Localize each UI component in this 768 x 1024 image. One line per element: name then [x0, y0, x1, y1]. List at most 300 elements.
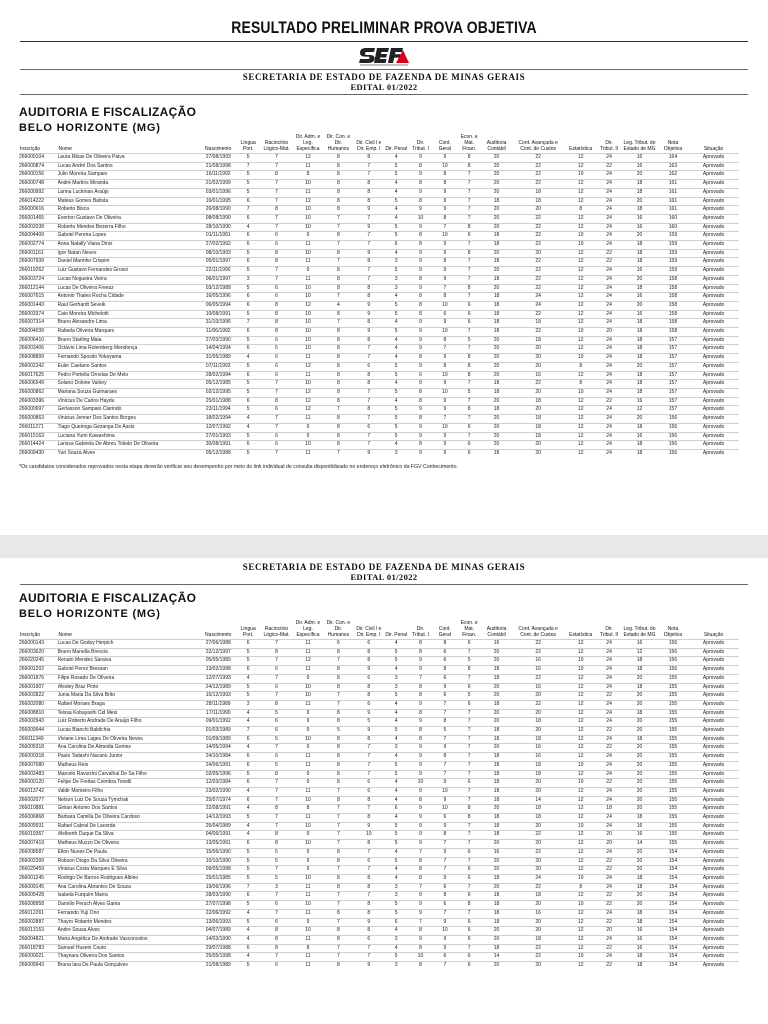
table-cell: 18: [481, 909, 511, 918]
table-cell: 24: [597, 648, 621, 657]
table-cell: 156: [658, 657, 688, 666]
table-cell: 25/05/1998: [201, 953, 236, 962]
table-cell: 266011271: [19, 423, 58, 432]
table-cell: 22: [597, 857, 621, 866]
table-cell: 5: [384, 432, 408, 441]
table-cell: 8: [433, 171, 457, 180]
table-cell: Nelson Luiz De Souza Tymchak: [58, 796, 201, 805]
table-cell: 11: [293, 354, 323, 363]
table-cell: 20: [512, 249, 565, 258]
table-cell: 12: [564, 301, 596, 310]
table-cell: 24: [597, 214, 621, 223]
table-cell: 8: [433, 214, 457, 223]
table-cell: 9: [408, 753, 432, 762]
table-cell: Andre Sousa Alves: [58, 927, 201, 936]
table-cell: 16: [621, 397, 658, 406]
table-cell: 18: [621, 814, 658, 823]
table-cell: 10: [408, 953, 432, 962]
table-cell: 20: [512, 901, 565, 910]
table-cell: 9: [354, 727, 384, 736]
table-cell: 155: [658, 700, 688, 709]
table-cell: Luiz Roberto Andrade De Araújo Filho: [58, 718, 201, 727]
table-cell: 6: [236, 232, 260, 241]
table-row: [19, 901, 739, 910]
table-cell: Laura Ribas De Oliveira Paiva: [58, 154, 201, 163]
table-cell: 8: [323, 188, 353, 197]
table-cell: 16/11/1992: [201, 171, 236, 180]
table-cell: 09/05/1998: [201, 866, 236, 875]
table-cell: André Martins Miranda: [58, 180, 201, 189]
table-row: [19, 397, 739, 406]
table-cell: 9: [433, 319, 457, 328]
table-cell: 5: [236, 814, 260, 823]
table-cell: 9: [433, 249, 457, 258]
table-cell: 11: [293, 787, 323, 796]
table-cell: 20: [481, 397, 511, 406]
table-cell: 13/05/1991: [201, 840, 236, 849]
table-cell: 266020459: [19, 866, 58, 875]
table-cell: 158: [658, 319, 688, 328]
table-cell: 12: [564, 787, 596, 796]
table-cell: 12: [564, 293, 596, 302]
table-cell: 7: [260, 423, 292, 432]
table-cell: 9: [433, 406, 457, 415]
table-cell: Aprovado: [688, 388, 739, 397]
table-cell: Raul Gerhardt Seveik: [58, 301, 201, 310]
table-cell: 6: [457, 441, 481, 450]
table-cell: Aprovado: [688, 154, 739, 163]
table-cell: Rafael Moraes Braga: [58, 700, 201, 709]
table-cell: Aprovado: [688, 258, 739, 267]
table-cell: 18: [481, 197, 511, 206]
table-cell: 8: [323, 371, 353, 380]
table-cell: Aprovado: [688, 406, 739, 415]
table-cell: 11: [293, 814, 323, 823]
table-cell: 7: [457, 831, 481, 840]
table-cell: 20: [621, 700, 658, 709]
table-cell: 266014222: [19, 197, 58, 206]
table-cell: 154: [658, 892, 688, 901]
table-cell: 7: [457, 241, 481, 250]
table-cell: 8: [408, 180, 432, 189]
table-cell: 24: [597, 197, 621, 206]
table-cell: 3: [384, 883, 408, 892]
table-cell: 7: [354, 397, 384, 406]
table-cell: 20: [621, 857, 658, 866]
table-cell: 160: [658, 214, 688, 223]
table-cell: 163: [658, 162, 688, 171]
table-cell: 20: [481, 223, 511, 232]
table-cell: Octávio Lima Rolemberg Mendonça: [58, 345, 201, 354]
table-cell: 3: [384, 284, 408, 293]
city-heading-2: BELO HORIZONTE (MG): [19, 608, 161, 620]
table-cell: 5: [236, 648, 260, 657]
footnote: *Os candidatos considerados reprovados nesta etapa deverão verificar seu desempenho por meio do link individual de consulta disponibilizado no endereço eletrônico da FGV Conhecimento.: [19, 463, 458, 470]
table-cell: Barbara Camilla De Oliveira Cardoso: [58, 814, 201, 823]
table-cell: 24: [597, 953, 621, 962]
table-cell: 5: [384, 857, 408, 866]
table-cell: 266007939: [19, 258, 58, 267]
table-cell: 03/12/1988: [201, 284, 236, 293]
table-cell: 7: [354, 162, 384, 171]
column-header: Língua Port.: [240, 626, 256, 638]
table-cell: 7: [323, 258, 353, 267]
table-cell: 266000318: [19, 753, 58, 762]
table-cell: 266013153: [19, 927, 58, 936]
table-cell: 12: [293, 362, 323, 371]
table-cell: 8: [564, 883, 596, 892]
table-cell: 18: [512, 761, 565, 770]
table-cell: 266004409: [19, 232, 58, 241]
table-cell: 12: [293, 197, 323, 206]
table-cell: Aprovado: [688, 223, 739, 232]
table-cell: 8: [408, 415, 432, 424]
table-cell: 18: [481, 301, 511, 310]
table-cell: 11: [293, 883, 323, 892]
table-cell: 12/03/1984: [201, 779, 236, 788]
table-cell: 20: [481, 284, 511, 293]
table-cell: 18: [621, 258, 658, 267]
table-cell: 6: [457, 874, 481, 883]
table-cell: Larissa Gabriela De Abreu Toledo De Oliveira: [58, 441, 201, 450]
table-row: [19, 814, 739, 823]
table-cell: 8: [408, 927, 432, 936]
table-cell: 20: [481, 683, 511, 692]
table-cell: 18: [621, 423, 658, 432]
table-row: [19, 441, 739, 450]
table-cell: 16: [512, 909, 565, 918]
table-cell: 5: [457, 336, 481, 345]
table-cell: Aprovado: [688, 953, 739, 962]
table-cell: 8: [323, 380, 353, 389]
table-cell: 6: [236, 840, 260, 849]
table-cell: 10: [293, 249, 323, 258]
table-cell: 5: [384, 223, 408, 232]
table-cell: 8: [323, 432, 353, 441]
table-cell: 6: [433, 310, 457, 319]
table-cell: 27/02/1992: [201, 241, 236, 250]
table-cell: 6: [236, 328, 260, 337]
table-cell: Aprovado: [688, 700, 739, 709]
table-cell: 161: [658, 206, 688, 215]
table-row: [19, 883, 739, 892]
table-cell: Roberto Bisca: [58, 206, 201, 215]
table-cell: 8: [354, 648, 384, 657]
table-cell: 6: [384, 805, 408, 814]
table-cell: 7: [457, 709, 481, 718]
table-cell: 266001465: [19, 214, 58, 223]
table-cell: Aprovado: [688, 892, 739, 901]
table-cell: 9: [293, 267, 323, 276]
table-cell: 154: [658, 962, 688, 970]
table-cell: 16: [481, 640, 511, 649]
table-cell: 155: [658, 761, 688, 770]
table-cell: 22: [597, 397, 621, 406]
table-cell: 8: [354, 683, 384, 692]
table-cell: 7: [323, 223, 353, 232]
table-cell: 03/01/1996: [201, 188, 236, 197]
table-cell: 7: [457, 744, 481, 753]
table-row: [19, 918, 739, 927]
table-cell: 5: [236, 692, 260, 701]
cargo-heading: AUDITORIA E FISCALIZAÇÃO: [19, 105, 197, 119]
table-cell: 7: [457, 188, 481, 197]
table-cell: 9: [408, 432, 432, 441]
table-cell: 10: [564, 657, 596, 666]
table-cell: 266006410: [19, 336, 58, 345]
table-cell: 18: [481, 892, 511, 901]
table-cell: Maria Angélica De Andrade Vasconcelos: [58, 935, 201, 944]
table-cell: 20: [621, 301, 658, 310]
table-cell: 4: [236, 223, 260, 232]
table-cell: Fernando Sposito Yokoyama: [58, 354, 201, 363]
table-cell: 8: [260, 648, 292, 657]
table-cell: 20: [481, 744, 511, 753]
table-cell: 12: [564, 258, 596, 267]
table-cell: 7: [354, 753, 384, 762]
table-cell: Aprovado: [688, 909, 739, 918]
table-cell: Euler Caetano Santos: [58, 362, 201, 371]
table-cell: 12: [564, 397, 596, 406]
table-cell: 4: [384, 753, 408, 762]
table-cell: 7: [260, 657, 292, 666]
table-row: [19, 423, 739, 432]
table-row: [19, 241, 739, 250]
table-cell: 12: [564, 275, 596, 284]
table-row: [19, 362, 739, 371]
table-cell: 5: [384, 831, 408, 840]
table-cell: 8: [354, 883, 384, 892]
column-header: Dir. Tribut. I: [412, 140, 429, 152]
table-row: [19, 371, 739, 380]
table-cell: 8: [260, 831, 292, 840]
table-cell: 4: [384, 735, 408, 744]
table-cell: Aprovado: [688, 683, 739, 692]
table-cell: 7: [457, 293, 481, 302]
table-cell: 155: [658, 727, 688, 736]
table-cell: 5: [457, 692, 481, 701]
table-cell: 5: [384, 362, 408, 371]
table-cell: 158: [658, 310, 688, 319]
table-cell: 266013742: [19, 787, 58, 796]
table-cell: 154: [658, 874, 688, 883]
table-cell: Renato Mendes Saraiva: [58, 657, 201, 666]
table-cell: Vinicius Costa Marques E Silva: [58, 866, 201, 875]
table-cell: 8: [323, 232, 353, 241]
table-cell: 10: [433, 371, 457, 380]
table-cell: 7: [408, 883, 432, 892]
table-cell: 4: [384, 441, 408, 450]
table-cell: 6: [354, 857, 384, 866]
table-cell: 7: [457, 857, 481, 866]
table-cell: 31/10/1996: [201, 319, 236, 328]
table-cell: 24: [597, 822, 621, 831]
table-cell: 3: [384, 674, 408, 683]
table-cell: 24: [597, 674, 621, 683]
table-cell: 10: [354, 831, 384, 840]
table-cell: 20: [621, 848, 658, 857]
table-cell: 9: [408, 362, 432, 371]
table-cell: 24: [597, 336, 621, 345]
table-cell: 7: [354, 232, 384, 241]
table-cell: 10: [564, 953, 596, 962]
table-cell: 8: [323, 666, 353, 675]
table-cell: Felipe De Freitas Coimbra Tonelli: [58, 779, 201, 788]
table-cell: 4: [384, 188, 408, 197]
table-cell: 6: [260, 918, 292, 927]
table-cell: 266020245: [19, 657, 58, 666]
table-cell: 20: [481, 345, 511, 354]
table-cell: 18: [481, 258, 511, 267]
table-cell: 5: [236, 154, 260, 163]
table-cell: Aprovado: [688, 214, 739, 223]
table-cell: 24: [597, 761, 621, 770]
table-cell: 4: [384, 214, 408, 223]
table-cell: 266000104: [19, 154, 58, 163]
table-cell: Isabela Furquim Marra: [58, 892, 201, 901]
table-cell: 4: [384, 206, 408, 215]
table-cell: 22: [512, 848, 565, 857]
table-cell: 19/06/1996: [201, 883, 236, 892]
table-cell: 6: [236, 214, 260, 223]
table-row: [19, 692, 739, 701]
table-cell: 24: [597, 700, 621, 709]
table-cell: 22: [597, 162, 621, 171]
table-cell: 7: [457, 415, 481, 424]
table-cell: 266000143: [19, 640, 58, 649]
table-cell: 24: [597, 371, 621, 380]
table-cell: 10: [433, 301, 457, 310]
table-cell: 16/01/1995: [201, 197, 236, 206]
table-cell: 16: [621, 214, 658, 223]
table-cell: 8: [408, 232, 432, 241]
table-cell: 9: [293, 866, 323, 875]
table-cell: 5: [260, 345, 292, 354]
table-cell: 10: [293, 901, 323, 910]
table-cell: 8: [354, 874, 384, 883]
table-row: [19, 735, 739, 744]
table-cell: 18: [621, 709, 658, 718]
table-cell: 266000874: [19, 162, 58, 171]
table-cell: 5: [433, 727, 457, 736]
table-cell: Aprovado: [688, 657, 739, 666]
table-cell: 12: [564, 449, 596, 457]
table-cell: 8: [408, 962, 432, 970]
table-cell: 20: [481, 866, 511, 875]
table-cell: 6: [260, 232, 292, 241]
table-cell: Aprovado: [688, 241, 739, 250]
table-cell: 22: [597, 692, 621, 701]
column-header: Cont. Geral: [438, 626, 451, 638]
table-cell: 8: [408, 796, 432, 805]
table-cell: 22: [512, 674, 565, 683]
table-cell: Julio Moreira Sampaio: [58, 171, 201, 180]
table-cell: 8: [260, 944, 292, 953]
table-cell: Aprovado: [688, 674, 739, 683]
table-cell: 18: [512, 814, 565, 823]
table-cell: 22: [512, 241, 565, 250]
table-cell: 7: [457, 883, 481, 892]
table-cell: 6: [457, 232, 481, 241]
table-cell: 7: [323, 406, 353, 415]
table-cell: 266002774: [19, 241, 58, 250]
table-cell: 9: [408, 822, 432, 831]
column-header: Cont. Avançada e Cont. de Custos: [518, 140, 558, 152]
table-cell: Aprovado: [688, 441, 739, 450]
table-cell: 22: [512, 328, 565, 337]
table-cell: 155: [658, 735, 688, 744]
table-cell: 8: [323, 874, 353, 883]
table-cell: 4: [384, 848, 408, 857]
table-cell: 20: [481, 805, 511, 814]
table-cell: 01/09/1989: [201, 735, 236, 744]
table-cell: 8: [260, 700, 292, 709]
table-cell: 9: [408, 718, 432, 727]
table-cell: 20: [621, 796, 658, 805]
table-cell: 159: [658, 241, 688, 250]
table-cell: 8: [260, 770, 292, 779]
table-row: [19, 249, 739, 258]
table-cell: 9: [433, 935, 457, 944]
table-cell: Roberto Mendes Bezerra Filho: [58, 223, 201, 232]
table-cell: 9: [354, 328, 384, 337]
table-cell: 18: [621, 336, 658, 345]
table-cell: 8: [323, 397, 353, 406]
table-cell: 8: [354, 927, 384, 936]
table-cell: 5: [260, 874, 292, 883]
table-cell: 24: [597, 241, 621, 250]
table-row: [19, 197, 739, 206]
table-cell: 9: [433, 796, 457, 805]
table-row: [19, 301, 739, 310]
table-cell: 10: [433, 927, 457, 936]
table-cell: Bruno Manella Brescia: [58, 648, 201, 657]
table-cell: 18: [481, 666, 511, 675]
table-cell: 5: [384, 162, 408, 171]
table-cell: 18: [621, 284, 658, 293]
table-row: [19, 267, 739, 276]
table-cell: 18: [621, 441, 658, 450]
table-cell: 4: [384, 874, 408, 883]
table-cell: 9: [293, 727, 323, 736]
table-cell: Aprovado: [688, 666, 739, 675]
table-row: [19, 336, 739, 345]
table-cell: 7: [260, 796, 292, 805]
table-cell: Aprovado: [688, 648, 739, 657]
table-cell: Aprovado: [688, 822, 739, 831]
table-cell: 154: [658, 857, 688, 866]
table-cell: 14/03/1990: [201, 935, 236, 944]
table-cell: 6: [457, 962, 481, 970]
table-cell: 5: [236, 901, 260, 910]
table-cell: 8: [323, 927, 353, 936]
table-cell: 18: [512, 319, 565, 328]
table-cell: 12: [564, 319, 596, 328]
table-cell: 156: [658, 640, 688, 649]
table-cell: 10: [293, 345, 323, 354]
table-cell: 12: [564, 267, 596, 276]
table-cell: 18: [621, 909, 658, 918]
table-row: [19, 354, 739, 363]
table-cell: 6: [433, 883, 457, 892]
table-cell: 12: [564, 692, 596, 701]
table-cell: 7: [323, 214, 353, 223]
table-cell: 9: [408, 805, 432, 814]
table-cell: Gabriel Perez Bressan: [58, 666, 201, 675]
table-cell: Aprovado: [688, 848, 739, 857]
table-cell: 22: [512, 380, 565, 389]
table-cell: 4: [384, 700, 408, 709]
